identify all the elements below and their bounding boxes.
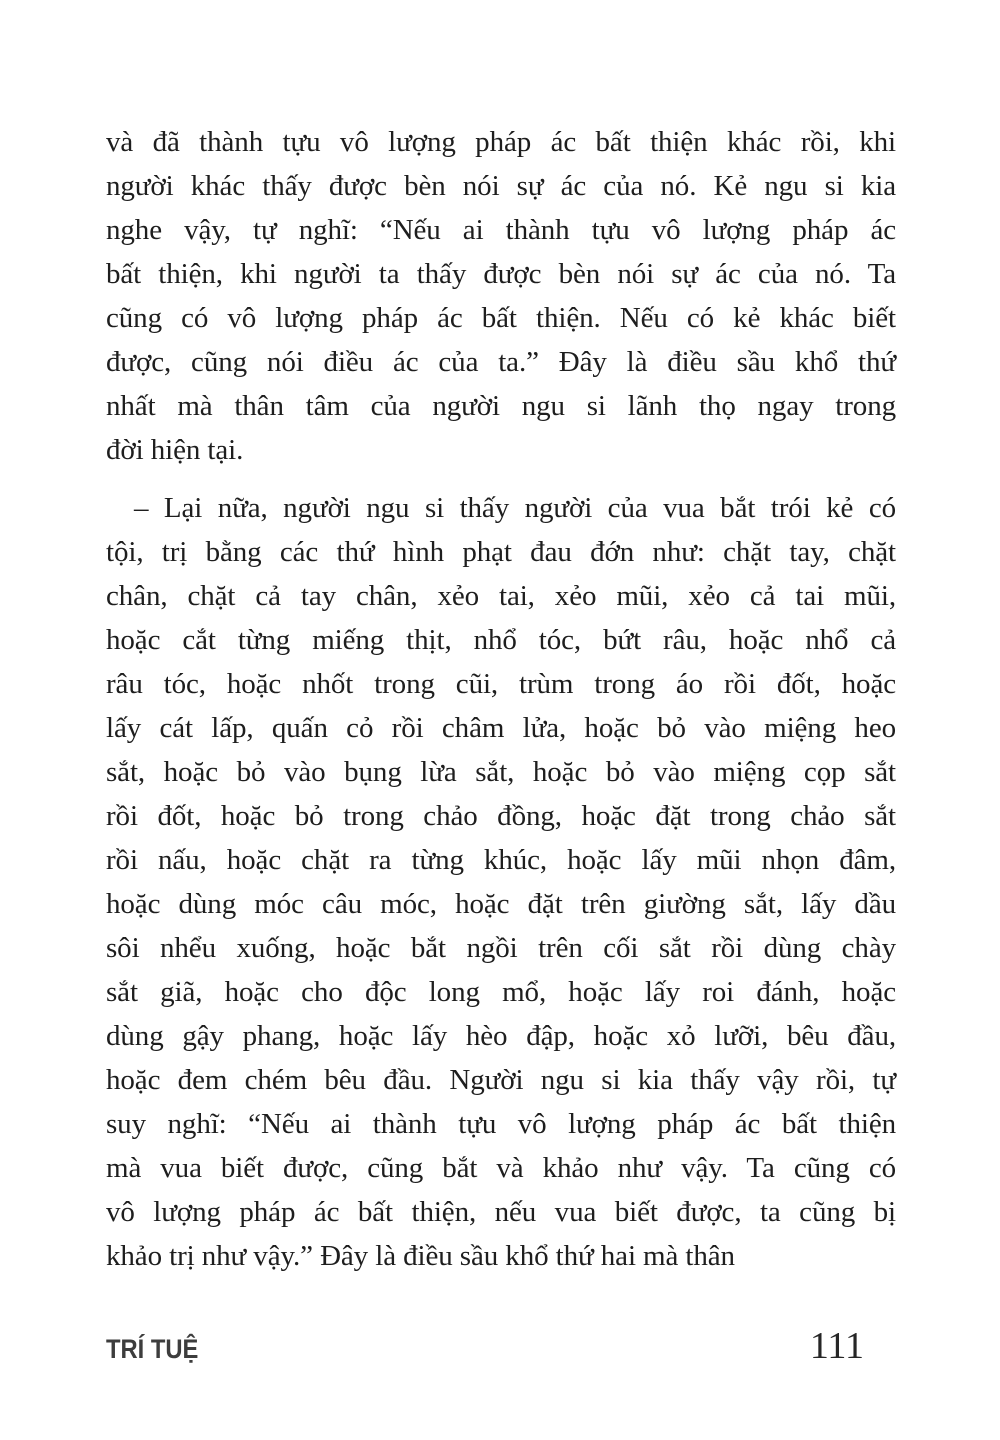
page-footer [106, 1324, 896, 1368]
paragraph [106, 486, 896, 1278]
text-line: vô lượng pháp ác bất thiện, nếu vua biết được, ta cũng bị [106, 1196, 896, 1228]
text-line: râu tóc, hoặc nhốt trong cũi, trùm trong áo rồi đốt, hoặc [106, 668, 896, 700]
text-line: sắt, hoặc bỏ vào bụng lừa sắt, hoặc bỏ vào miệng cọp sắt [106, 756, 896, 788]
page-number: 111 [809, 1325, 864, 1367]
text-line: đời hiện tại. [106, 434, 244, 466]
text-line: suy nghĩ: “Nếu ai thành tựu vô lượng pháp ác bất thiện [106, 1108, 896, 1140]
text-line: hoặc cắt từng miếng thịt, nhổ tóc, bứt râu, hoặc nhổ cả [106, 624, 896, 656]
text-line: bất thiện, khi người ta thấy được bèn nói sự ác của nó. Ta [106, 258, 896, 290]
text-line: sôi nhểu xuống, hoặc bắt ngồi trên cối sắt rồi dùng chày [106, 932, 896, 964]
text-line: cũng có vô lượng pháp ác bất thiện. Nếu có kẻ khác biết [106, 302, 896, 334]
text-line: sắt giã, hoặc cho độc long mổ, hoặc lấy roi đánh, hoặc [106, 976, 896, 1008]
text-line: nghe vậy, tự nghĩ: “Nếu ai thành tựu vô lượng pháp ác [106, 214, 896, 246]
text-line: rồi đốt, hoặc bỏ trong chảo đồng, hoặc đặt trong chảo sắt [106, 800, 896, 832]
text-line: được, cũng nói điều ác của ta.” Đây là điều sầu khổ thứ [106, 346, 896, 378]
text-line: rồi nấu, hoặc chặt ra từng khúc, hoặc lấy mũi nhọn đâm, [106, 844, 896, 876]
text-line: người khác thấy được bèn nói sự ác của nó. Kẻ ngu si kia [106, 170, 896, 202]
page-body-text [106, 120, 896, 1278]
text-line: lấy cát lấp, quấn cỏ rồi châm lửa, hoặc bỏ vào miệng heo [106, 712, 896, 744]
text-line: dùng gậy phang, hoặc lấy hèo đập, hoặc xỏ lưỡi, bêu đầu, [106, 1020, 896, 1052]
text-line: tội, trị bằng các thứ hình phạt đau đớn như: chặt tay, chặt [106, 536, 896, 568]
text-line: hoặc dùng móc câu móc, hoặc đặt trên giường sắt, lấy dầu [106, 888, 896, 920]
text-line: – Lại nữa, người ngu si thấy người của vua bắt trói kẻ có [134, 492, 896, 524]
paragraph [106, 120, 896, 472]
text-line: hoặc đem chém bêu đầu. Người ngu si kia thấy vậy rồi, tự [106, 1064, 896, 1096]
text-line: mà vua biết được, cũng bắt và khảo như vậy. Ta cũng có [106, 1152, 896, 1184]
text-line: và đã thành tựu vô lượng pháp ác bất thiện khác rồi, khi [106, 126, 896, 158]
text-line: chân, chặt cả tay chân, xẻo tai, xẻo mũi, xẻo cả tai mũi, [106, 580, 896, 612]
text-line: nhất mà thân tâm của người ngu si lãnh thọ ngay trong [106, 390, 896, 422]
text-line: khảo trị như vậy.” Đây là điều sầu khổ thứ hai mà thân [106, 1240, 735, 1272]
running-footer-section-label: TRÍ TUỆ [106, 1334, 199, 1364]
